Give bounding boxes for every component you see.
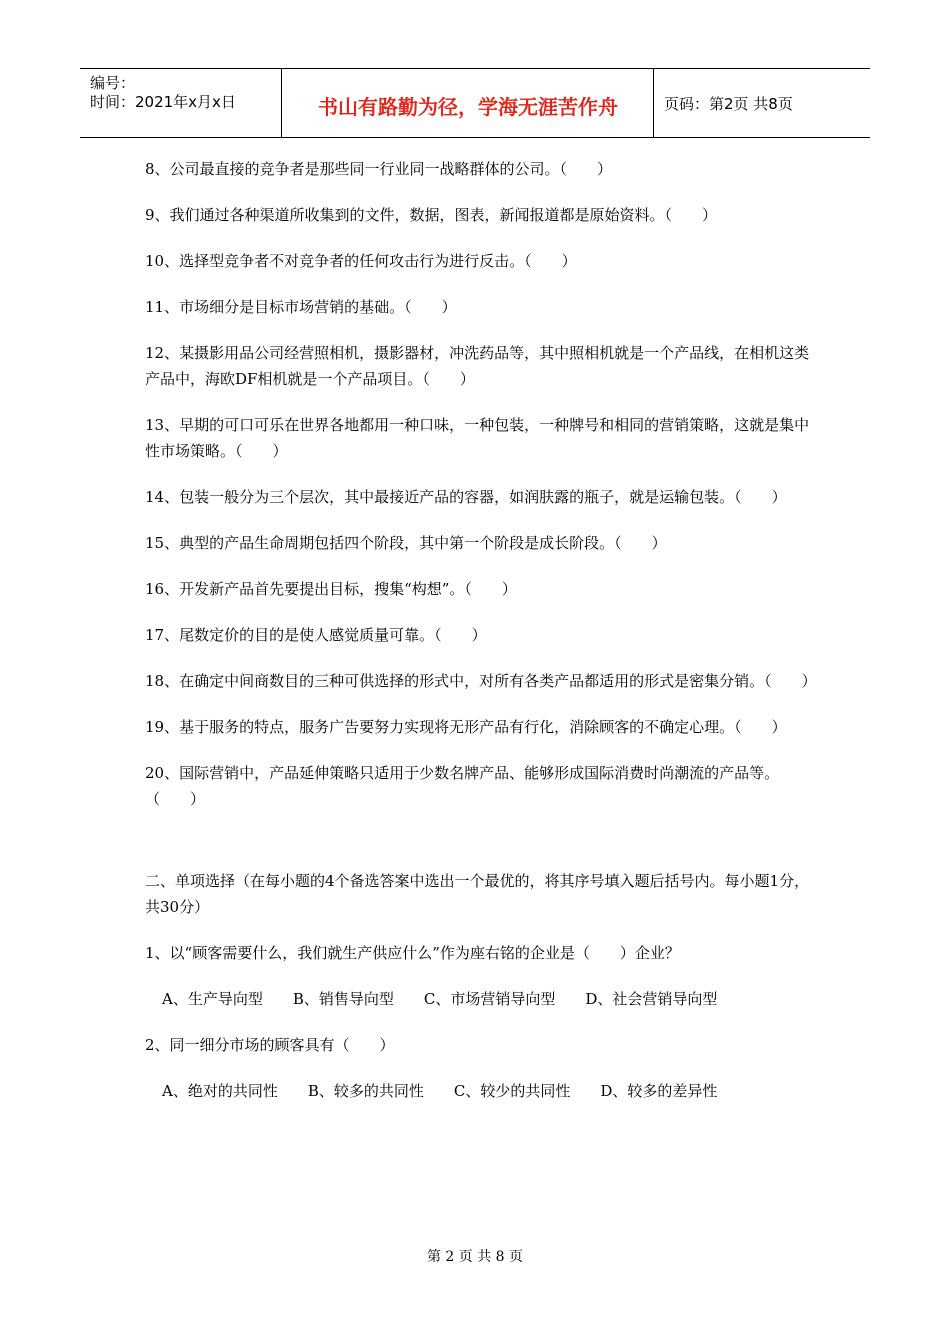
question-item: 14、包装一般分为三个层次，其中最接近产品的容器，如润肤露的瓶子，就是运输包装。（ ） <box>145 488 787 506</box>
choice-options: A、生产导向型 B、销售导向型 C、市场营销导向型 D、社会营销导向型 <box>162 990 718 1008</box>
serial-label: 编号： <box>90 74 136 92</box>
question-item: 17、尾数定价的目的是使人感觉质量可靠。（ ） <box>145 626 487 644</box>
header-meta-cell <box>80 69 282 137</box>
question-item: 15、典型的产品生命周期包括四个阶段，其中第一个阶段是成长阶段。（ ） <box>145 534 667 552</box>
question-item: 10、选择型竞争者不对竞争者的任何攻击行为进行反击。（ ） <box>145 252 577 270</box>
question-item: 20、国际营销中，产品延伸策略只适用于少数名牌产品、能够形成国际消费时尚潮流的产品等。（ ） <box>145 764 780 808</box>
choice-question: 1、以“顾客需要什么，我们就生产供应什么”作为座右铭的企业是（ ）企业？ <box>145 944 680 962</box>
question-list <box>145 156 815 1124</box>
question-item: 9、我们通过各种渠道所收集到的文件，数据，图表，新闻报道都是原始资料。（ ） <box>145 206 718 224</box>
choice-options: A、绝对的共同性 B、较多的共同性 C、较少的共同性 D、较多的差异性 <box>162 1082 718 1100</box>
question-item: 13、早期的可口可乐在世界各地都用一种口味，一种包装，一种牌号和相同的营销策略，这就是集中性市场策略。（ ） <box>145 416 810 460</box>
question-item: 11、市场细分是目标市场营销的基础。（ ） <box>145 298 457 316</box>
question-item: 19、基于服务的特点，服务广告要努力实现将无形产品有行化，消除顾客的不确定心理。（ ） <box>145 718 787 736</box>
motto: 书山有路勤为径，学海无涯苦作舟 <box>318 95 618 119</box>
header-page-cell <box>654 69 870 137</box>
question-item: 12、某摄影用品公司经营照相机，摄影器材，冲洗药品等，其中照相机就是一个产品线，在相机这类产品中，海欧DF相机就是一个产品项目。（ ） <box>145 344 810 388</box>
page-footer: 第 2 页 共 8 页 <box>426 1249 524 1265</box>
question-item: 16、开发新产品首先要提出目标，搜集“构想”。（ ） <box>145 580 517 598</box>
question-item: 18、在确定中间商数目的三种可供选择的形式中，对所有各类产品都适用的形式是密集分销。（ ） <box>145 672 817 690</box>
page-indicator: 页码：第2页 共8页 <box>664 95 793 113</box>
time-label: 时间：2021年x月x日 <box>90 93 236 111</box>
section-heading: 二、单项选择（在每小题的4个备选答案中选出一个最优的，将其序号填入题后括号内。每小题1分，共30分） <box>145 872 810 916</box>
page-header <box>80 68 870 138</box>
question-item: 8、公司最直接的竞争者是那些同一行业同一战略群体的公司。（ ） <box>145 160 613 178</box>
choice-question: 2、同一细分市场的顾客具有（ ） <box>145 1036 395 1054</box>
header-motto-cell <box>282 69 654 137</box>
